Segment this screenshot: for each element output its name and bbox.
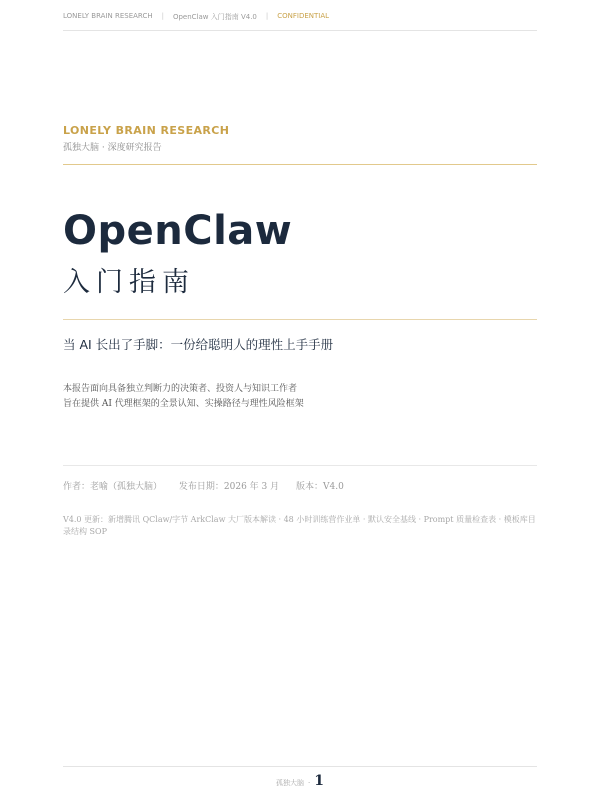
- header-doc-title: OpenClaw 入门指南 V4.0: [172, 13, 257, 21]
- gray-divider: [63, 465, 537, 466]
- description-line: 旨在提供 AI 代理框架的全景认知、实操路径与理性风险框架: [63, 399, 304, 409]
- gold-divider: [63, 164, 537, 165]
- update-note: V4.0 更新：新增腾讯 QClaw/字节 ArkClaw 大厂版本解读 · 48 小时训练营作业单 · 默认安全基线 · Prompt 质量检查表 · 模板库目录结构 SOP: [63, 515, 536, 536]
- header-separator: |: [161, 12, 164, 20]
- header-org: LONELY BRAIN RESEARCH: [63, 12, 153, 20]
- footer-label: 孤独大脑: [276, 779, 304, 787]
- header-classification: CONFIDENTIAL: [277, 12, 330, 20]
- header-separator: |: [265, 12, 269, 20]
- brand-name: LONELY BRAIN RESEARCH: [63, 124, 230, 137]
- gold-divider-light: [63, 319, 537, 320]
- document-subtitle: 入门指南: [63, 267, 195, 298]
- page-number: 1: [314, 773, 324, 789]
- footer-dot: ·: [308, 779, 311, 787]
- description-line: 本报告面向具备独立判断力的决策者、投资人与知识工作者: [63, 384, 298, 394]
- meta-date: 发布日期：2026 年 3 月: [178, 482, 280, 492]
- running-header: [63, 12, 537, 31]
- document-meta: [63, 479, 358, 492]
- document-title: OpenClaw: [63, 208, 293, 254]
- tagline: 当 AI 长出了手脚：一份给聪明人的理性上手手册: [63, 337, 334, 352]
- page-footer: [0, 773, 600, 789]
- footer-divider: [63, 766, 537, 767]
- meta-author: 作者：老喻（孤独大脑）: [63, 482, 163, 492]
- brand-subtitle: 孤独大脑 · 深度研究报告: [63, 143, 162, 153]
- meta-version: 版本：V4.0: [295, 482, 344, 492]
- description: [63, 382, 304, 412]
